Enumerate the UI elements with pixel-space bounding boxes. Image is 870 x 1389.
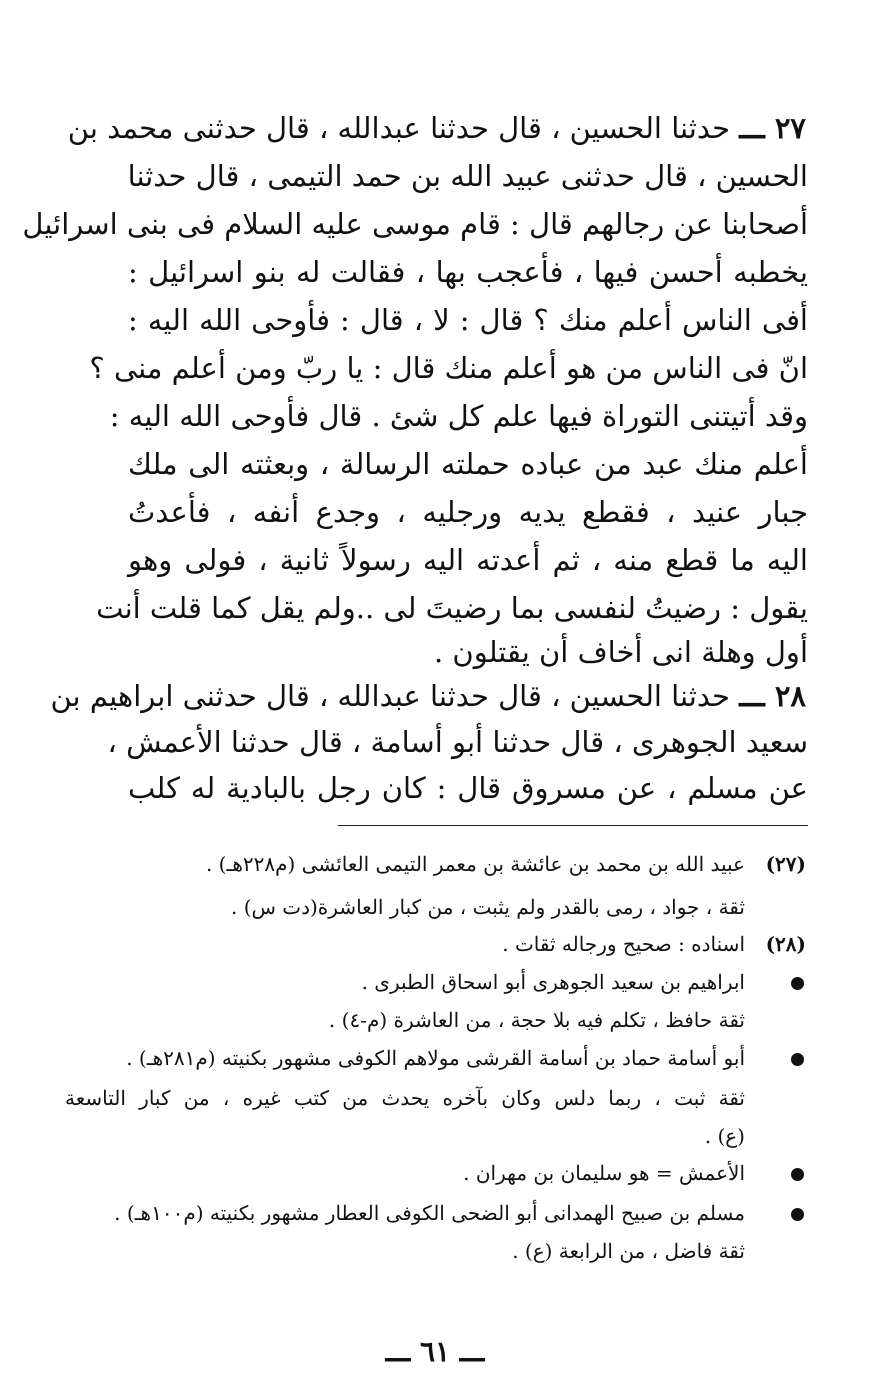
bullet-icon (791, 1168, 804, 1181)
footnote-line: ثقة حافظ ، تكلم فيه بلا حجة ، من العاشرة (م-٤) . (328, 1008, 745, 1032)
hadith-27-line: جبار عنيد ، فقطع يديه ورجليه ، وجدع أنفه ، فأعدتُ (128, 495, 808, 529)
footnote-28-number: (٢٨) (765, 932, 806, 956)
footnote-line: ثقة ثبت ، ربما دلس وكان بآخره يحدث من كتب غيره ، من كبار التاسعة (65, 1086, 745, 1110)
footnote-line: الأعمش = هو سليمان بن مهران . (463, 1161, 745, 1185)
hadith-27-line: أصحابنا عن رجالهم قال : قام موسى عليه السلام فى بنى اسرائيل (22, 207, 808, 241)
hadith-28-line: عن مسلم ، عن مسروق قال : كان رجل بالبادية له كلب (128, 771, 808, 805)
hadith-27-line: الحسين ، قال حدثنى عبيد الله بن حمد التيمى ، قال حدثنا (127, 159, 808, 193)
footnote-line: اسناده : صحيح ورجاله ثقات . (502, 932, 745, 956)
hadith-27-line: انّ فى الناس من هو أعلم منك قال : يا ربّ ومن أعلم منى ؟ (89, 351, 808, 385)
bullet-icon (791, 1053, 804, 1066)
bullet-icon (791, 1208, 804, 1221)
footnote-line: ثقة ، جواد ، رمى بالقدر ولم يثبت ، من كبار العاشرة(دت س) . (230, 895, 745, 919)
hadith-27-line: أعلم منك عبد من عباده حملته الرسالة ، وبعثته الى ملك (128, 447, 808, 481)
hadith-28-line: حدثنا الحسين ، قال حدثنا عبدالله ، قال حدثنى ابراهيم بن (50, 679, 730, 713)
hadith-27-line: يقول : رضيتُ لنفسى بما رضيتَ لى ..ولم يقل كما قلت أنت (96, 591, 808, 625)
hadith-27-line: وقد أتيتنى التوراة فيها علم كل شئ . قال فأوحى الله اليه : (109, 399, 808, 433)
footnote-line: أبو أسامة حماد بن أسامة القرشى مولاهم الكوفى مشهور بكنيته (م٢٨١هـ) . (126, 1046, 745, 1070)
footnote-line: مسلم بن صبيح الهمدانى أبو الضحى الكوفى العطار مشهور بكنيته (م١٠٠هـ) . (114, 1201, 745, 1225)
hadith-27-line: حدثنا الحسين ، قال حدثنا عبدالله ، قال حدثنى محمد بن (67, 111, 730, 145)
hadith-27-number: ٢٧ ـــ (739, 111, 806, 145)
footnote-separator (338, 825, 808, 826)
hadith-28-number: ٢٨ ـــ (739, 679, 806, 713)
hadith-27-line: أفى الناس أعلم منك ؟ قال : لا ، قال : فأوحى الله اليه : (128, 303, 808, 337)
footnote-line: ثقة فاضل ، من الرابعة (ع) . (512, 1239, 745, 1263)
bullet-icon (791, 977, 804, 990)
hadith-27-line: اليه ما قطع منه ، ثم أعدته اليه رسولاً ثانية ، فولى وهو (128, 543, 808, 577)
hadith-27-line: أول وهلة انى أخاف أن يقتلون . (433, 635, 808, 669)
hadith-28-line: سعيد الجوهرى ، قال حدثنا أبو أسامة ، قال حدثنا الأعمش ، (107, 725, 808, 759)
footnote-line: (ع) . (704, 1124, 745, 1148)
footnote-line: ابراهيم بن سعيد الجوهرى أبو اسحاق الطبرى . (361, 970, 745, 994)
footnote-27-number: (٢٧) (765, 852, 806, 876)
hadith-27-line: يخطبه أحسن فيها ، فأعجب بها ، فقالت له بنو اسرائيل : (128, 255, 808, 289)
footnote-line: عبيد الله بن محمد بن عائشة بن معمر التيمى العائشى (م٢٢٨هـ) . (205, 852, 745, 876)
page-number: ـــ ٦١ ـــ (385, 1335, 485, 1368)
